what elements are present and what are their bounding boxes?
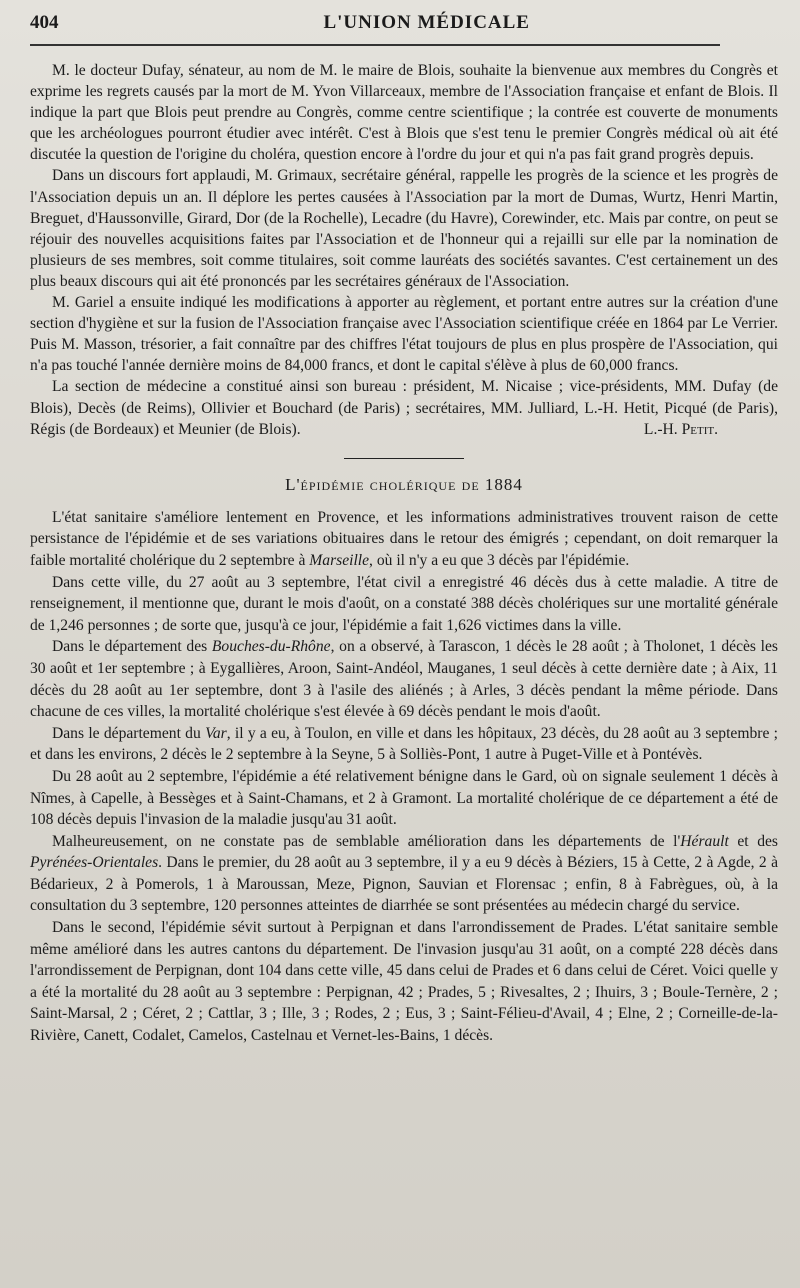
header-rule [30, 44, 720, 46]
report-paragraph: La section de médecine a constitué ainsi son bureau : président, M. Nicaise ; vice-présidents, MM. Dufay (de Blois), Decès (de Reims), Ollivier et Bouchard (de Paris) ; secrétaires, MM. Julliard, L.-H. Hetit, Picqué (de Paris), Régis (de Bordeaux) et Meunier (de Blois). [30, 378, 778, 438]
article-paragraph: Du 28 août au 2 septembre, l'épidémie a été relativement bénigne dans le Gard, où on signale seulement 1 décès à Nîmes, à Capelle, à Bessèges et à Saint-Chamans, et 2 à Gramont. La mortalité cholérique de ce département a été de 108 décès depuis l'invasion de la maladie jusqu'au 31 août. [30, 767, 778, 829]
article-paragraph: Dans le département du Var, il y a eu, à Toulon, en ville et dans les hôpitaux, 23 décès, du 28 août au 3 septembre ; et dans les environs, 2 décès le 2 septembre à la Seyne, 5 à Solliès-Pont, 1 autre à Puget-Ville et à Pontévès. [30, 724, 779, 764]
report-paragraph: M. le docteur Dufay, sénateur, au nom de M. le maire de Blois, souhaite la bienvenue aux membres du Congrès et exprime les regrets causés par la mort de M. Yvon Villarceaux, membre de l'Association française et enfant de Blois. Il indique la part que Blois peut prendre au Congrès, comme centre scientifique ; la contrée est couverte de monuments que les archéologues pourront étudier avec intérêt. C'est à Blois que s'est tenu le premier Congrès médical où ait été discutée la question de l'origine du choléra, question encore à l'ordre du jour et qui n'a pas fait grand progrès depuis. [30, 62, 778, 164]
cholera-article [30, 475, 778, 1047]
article-paragraph: Dans le second, l'épidémie sévit surtout à Perpignan et dans l'arrondissement de Prades. L'état sanitaire semble même amélioré dans les autres cantons du département. De l'invasion jusqu'au 31 août, on a compté 228 décès dans l'arrondissement de Perpignan, dont 104 dans cette ville, 45 dans celui de Prades et 6 dans celui de Céret. Voici quelle y a été la mortalité du 28 août au 3 septembre : Perpignan, 42 ; Prades, 5 ; Rivesaltes, 2 ; Ihuirs, 3 ; Boule-Ternère, 2 ; Saint-Marsal, 2 ; Céret, 2 ; Cattlar, 3 ; Ille, 3 ; Rodes, 2 ; Eus, 3 ; Saint-Félieu-d'Avail, 4 ; Elne, 2 ; Corneille-de-la-Rivière, Canett, Codalet, Camelos, Castelnau et Vernet-les-Bains, 1 décès. [30, 919, 778, 1045]
page-number: 404 [30, 12, 59, 33]
article-title: L'épidémie cholérique de 1884 [285, 474, 523, 494]
section-divider [344, 458, 464, 459]
journal-title: L'UNION MÉDICALE [323, 12, 530, 33]
report-signature: L.-H. Petit. [643, 420, 718, 438]
article-paragraph: Dans cette ville, du 27 août au 3 septembre, l'état civil a enregistré 46 décès dus à cette maladie. A titre de renseignement, il mentionne que, durant le mois d'août, on a constaté 388 décès cholériques sur une mortalité générale de 1,246 personnes ; de sorte que, jusqu'à ce jour, l'épidémie a fait 1,626 victimes dans la ville. [30, 573, 778, 634]
article-paragraph: L'état sanitaire s'améliore lentement en Provence, et les informations administratives trouvent raison de cette persistance de l'épidémie et de ses variations obituaires dans le retour des émigrés ; cependant, on doit remarquer la faible mortalité cholérique du 2 septembre à Marseille, où il n'y a eu que 3 décès par l'épidémie. [30, 508, 778, 569]
article-paragraph: Malheureusement, on ne constate pas de semblable amélioration dans les départements de l'Hérault et des Pyrénées-Orientales. Dans le premier, du 28 août au 3 septembre, il y a eu 9 décès à Béziers, 15 à Cette, 2 à Agde, 2 à Bédarieux, 2 à Pomerols, 1 à Maroussan, Meze, Pignon, Sauvian et Florensac ; enfin, 8 à Fabrègues, où, à la consultation du 3 septembre, 120 personnes atteintes de diarrhée se sont présentées au médecin chargé du service. [30, 832, 778, 915]
congress-report [30, 60, 778, 440]
article-paragraph: Dans le département des Bouches-du-Rhône, on a observé, à Tarascon, 1 décès le 28 août ; à Tholonet, 1 décès les 30 août et 1er septembre ; à Eygallières, Aroon, Saint-Andéol, Mauganes, 1 seul décès à cette dernière date ; à Aix, 11 décès du 28 août au 1er septembre, dont 3 à l'asile des aliénés ; à Arles, 3 décès pendant la même période. Dans chacune de ces villes, la mortalité cholérique s'est élevée à 69 décès pendant le mois d'août. [30, 638, 778, 721]
report-paragraph: M. Gariel a ensuite indiqué les modifications à apporter au règlement, et portant entre autres sur la création d'une section d'hygiène et sur la fusion de l'Association française avec l'Association scientifique créée en 1864 par Le Verrier. Puis M. Masson, trésorier, a fait connaître par des chiffres l'état toujours de plus en plus prospère de l'Association, qui n'a pas touché l'année dernière moins de 84,000 francs, et dont le capital s'élève à plus de 60,000 francs. [30, 294, 778, 375]
report-paragraph: Dans un discours fort applaudi, M. Grimaux, secrétaire général, rappelle les progrès de la science et les progrès de l'Association depuis un an. Il déplore les pertes causées à l'Association par la mort de Dumas, Wurtz, Henri Martin, Breguet, d'Haussonville, Girard, Dor (de la Rochelle), Lecadre (du Havre), Corewinder, etc. Mais par contre, on peut se réjouir des nouvelles acquisitions faites par l'Association et de l'honneur qui a rejailli sur elle par la nomination de plusieurs de ses membres, soit comme titulaires, soit comme lauréats des sociétés savantes. C'est certainement un des plus beaux discours qui ait été prononcés par les secrétaires généraux de l'Association. [30, 167, 778, 290]
page-header [30, 12, 778, 42]
